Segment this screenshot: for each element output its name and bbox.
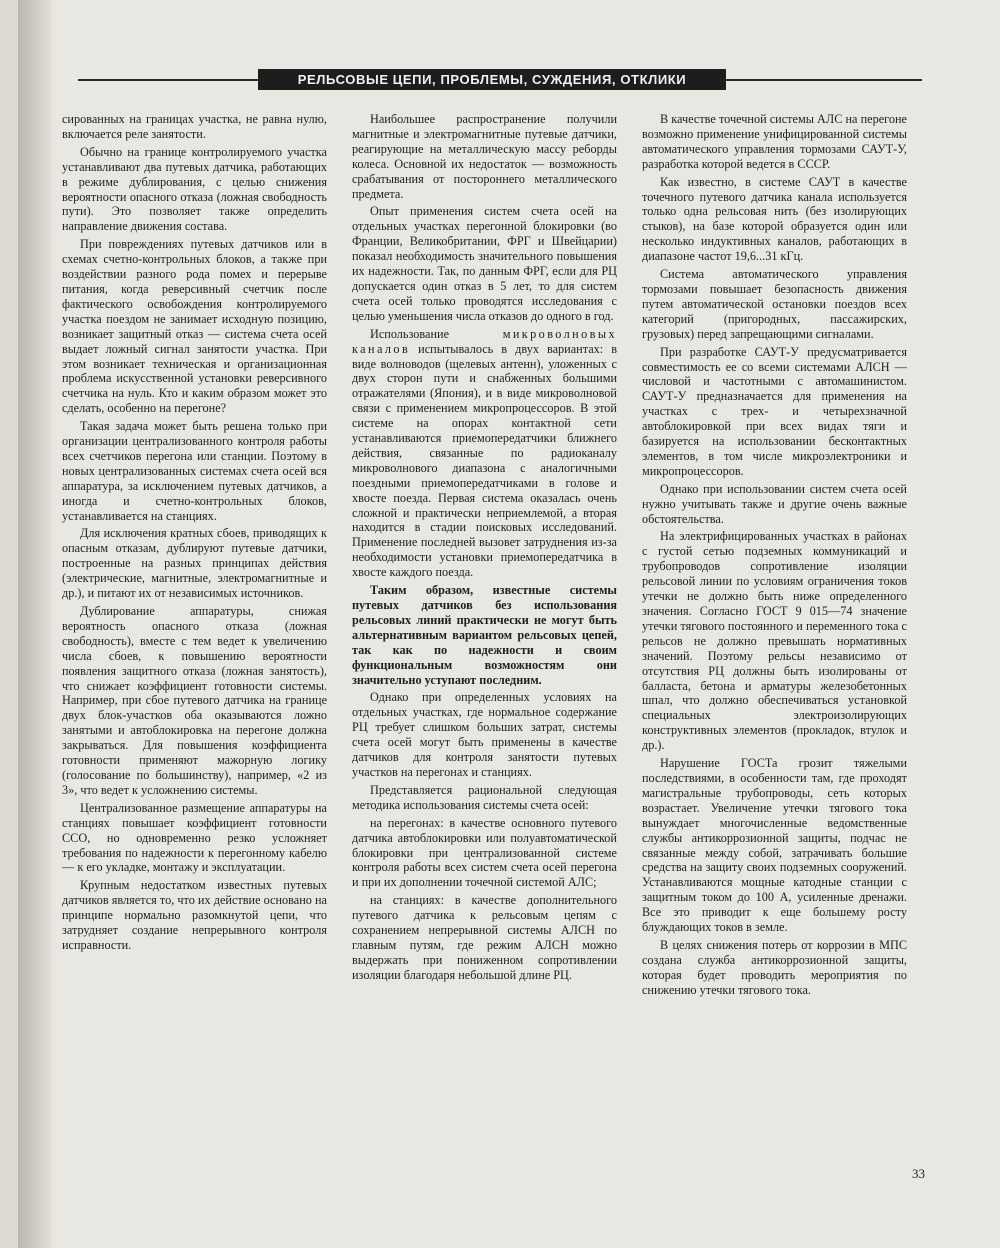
section-header	[258, 69, 726, 90]
paragraph: Обычно на границе контролируемого участка устанавливают два путевых датчика, работающих в режиме дублирования, с целью снижения вероятности опасного отказа (ложная свободность пути). Это позволяет также определить направление движения состава.	[62, 144, 327, 234]
paragraph: Опыт применения систем счета осей на отдельных участках перегонной блокировки (во Франции, Великобритании, ФРГ и Швейцарии) показал необходимость значительного повышения их надежности. Так, по данным ФРГ, если для РЦ допускается один отказ в 5 лет, то для систем счета осей только проводятся исследования с целью уменьшения числа отказов до одного в год.	[352, 204, 617, 323]
paragraph: Как известно, в системе САУТ в качестве точечного путевого датчика канала используется только одна рельсовая нить (без изолирующих стыков), на базе которой образуется один или несколько индуктивных каналов, работающих в диапазоне частот 19,6...31 кГц.	[642, 174, 907, 264]
paragraph-rest: испытывалось в двух вариантах: в виде волноводов (щелевых антенн), уложенных с двух сторон пути и снабженных большими отражателями (Япония), и в виде микроволновой связи с применением микропроцессоров. В этой системе на опорах контактной сети устанавливаются приемопередатчики ближнего действия, связанные по радиоканалу микроволнового диапазона с аналогичными поездными приемопередатчиками в голове и хвосте поезда. Первая система оказалась очень сложной и практически неприемлемой, а вторая находится в стадии поисковых исследований. Применение последней вызовет затруднения из-за необходимости установки приемопередатчика в хвосте каждого поезда.	[352, 341, 617, 580]
paragraph: Крупным недостатком известных путевых датчиков является то, что их действие основано на принципе нормально разомкнутой цепи, что затрудняет создание непрерывного контроля исправности.	[62, 878, 327, 952]
paragraph: Система автоматического управления тормозами повышает безопасность движения путем автоматической остановки поездов всех категорий (пригородных, пассажирских, грузовых) перед запрещающими сигналами.	[642, 267, 907, 341]
paragraph	[352, 327, 617, 580]
binding-shadow	[18, 0, 52, 1248]
text-column-2	[352, 112, 617, 986]
paragraph: Нарушение ГОСТа грозит тяжелыми последствиями, в особенности там, где проходят магистральные трубопроводы, сеть которых возрастает. Увеличение утечки тягового тока вынуждает многочисленные ведомственные службы антикоррозионной защиты, подчас не связанные между собой, затрачивать большие средства на защиту своих подземных сооружений. Устанавливаются мощные катодные станции с защитным током до 100 А, усиленные дренажи. Все это приводит к еще большему росту блуждающих токов в земле.	[642, 756, 907, 935]
paragraph: Однако при определенных условиях на отдельных участках, где нормальное содержание РЦ требует слишком больших затрат, системы счета осей могут быть применены в качестве датчиков для контроля занятости путевых участков на перегонах и станциях.	[352, 690, 617, 779]
paragraph: Централизованное размещение аппаратуры на станциях повышает коэффициент готовности ССО, но одновременно резко усложняет требования по надежности к перегонному кабелю — к его укладке, монтажу и эксплуатации.	[62, 800, 327, 875]
paragraph: Дублирование аппаратуры, снижая вероятность опасного отказа (ложная свободность), вместе с тем ведет к увеличению числа сбоев, к повышению вероятности появления защитного отказа (ложная занятость), что снижает коэффициент готовности системы. Например, при сбое путевого датчика на границе двух блок-участков оба оказываются ложно занятыми и автоблокировка на перегоне должна закрываться. Для повышения коэффициента готовности применяют мажорную логику (голосование по большинству), например, «2 из 3», что ведет к усложнению системы.	[62, 604, 327, 797]
paragraph: Представляется рациональной следующая методика использования системы счета осей:	[352, 782, 617, 812]
bold-conclusion-paragraph: Таким образом, известные системы путевых датчиков без использования рельсовых линий практически не могут быть альтернативным вариантом рельсовых цепей, так как по надежности и своим функциональным возможностям они значительно уступают последним.	[352, 583, 617, 687]
paragraph: Для исключения кратных сбоев, приводящих к опасным отказам, дублируют путевые датчики, построенные на разных принципах действия (электрические, магнитные, электромагнитные и др.), и питают их от независимых источников.	[62, 526, 327, 601]
page-number: 33	[912, 1166, 925, 1181]
paragraph: В целях снижения потерь от коррозии в МПС создана служба антикоррозионной защиты, которая будет проводить мероприятия по снижению утечки тягового тока.	[642, 937, 907, 997]
text-column-1	[62, 112, 327, 956]
paragraph: сированных на границах участка, не равна нулю, включается реле занятости.	[62, 112, 327, 141]
spaced-emphasis: микроволновых каналов	[352, 326, 617, 356]
paragraph: На электрифицированных участках в районах с густой сетью подземных коммуникаций и трубопроводов сопротивление изоляции рельсовой линии по условиям ограничения токов утечки не должно быть ниже определенного значения. Согласно ГОСТ 9 015—74 значение утечки тягового постоянного и переменного тока с рельсов не должно превышать нормативных значений. Поэтому рельсы независимо от отсутствия РЦ должны быть изолированы от балласта, бетона и арматуры железобетонных шпал, что должно обеспечиваться установкой специальных электроизолирующих конструктивных элементов (прокладок, втулок и др.).	[642, 529, 907, 753]
paragraph: При разработке САУТ-У предусматривается совместимость ее со всеми системами АЛСН — числовой и частотными с автомашинистом. САУТ-У предназначается для применения на участках с трех- и четырехзначной автоблокировкой при всех видах тяги и базируется на использовании бесконтактных элементов, в том числе микроэлектроники и микропроцессоров.	[642, 344, 907, 478]
section-header-title: РЕЛЬСОВЫЕ ЦЕПИ, ПРОБЛЕМЫ, СУЖДЕНИЯ, ОТКЛИКИ	[297, 72, 687, 87]
header-rule-right	[726, 79, 922, 81]
paragraph: В качестве точечной системы АЛС на перегоне возможно применение унифицированной системы автоматического управления тормозами САУТ-У, разработка которой ведется в СССР.	[642, 112, 907, 171]
paragraph: Наибольшее распространение получили магнитные и электромагнитные путевые датчики, реагирующие на металлическую массу реборды колеса. Основной их недостаток — возможность срабатывания от постороннего металлического предмета.	[352, 112, 617, 201]
paragraph-lead: Использование	[370, 326, 450, 341]
text-column-3	[642, 112, 907, 1001]
paragraph: Однако при использовании систем счета осей нужно учитывать также и другие очень важные обстоятельства.	[642, 481, 907, 526]
paragraph: При повреждениях путевых датчиков или в схемах счетно-контрольных блоков, а также при воздействии разного рода помех и перерыве питания, когда реверсивный счетчик после фактического освобождения контролируемого участка поездом не занимает исходную позицию, возникает защитный отказ — система счета осей выдает ложный сигнал занятости участка. При этом возникает техническая и организационная проблема искусственной установки реверсивного счетчика на нуль. Кто и каким образом может это сделать, особенно на перегоне?	[62, 237, 327, 416]
paragraph: на станциях: в качестве дополнительного путевого датчика к рельсовым цепям с сохранением непрерывной системы АЛСН по главным путям, где режим АЛСН можно выдержать при пониженном сопротивлении изоляции благодаря небольшой длине РЦ.	[352, 893, 617, 982]
paragraph: на перегонах: в качестве основного путевого датчика автоблокировки или полуавтоматической блокировки при централизованной системе контроля работы всех систем счета осей перегона и при их дополнении точечной системой АЛС;	[352, 815, 617, 890]
paragraph: Такая задача может быть решена только при организации централизованного контроля работы всех счетчиков перегона или станции. Поэтому в новых централизованных системах счета осей вся аппаратура, за исключением путевых датчиков, а иногда и счетно-контрольных блоков, устанавливается на станциях.	[62, 419, 327, 523]
header-rule-left	[78, 79, 258, 81]
